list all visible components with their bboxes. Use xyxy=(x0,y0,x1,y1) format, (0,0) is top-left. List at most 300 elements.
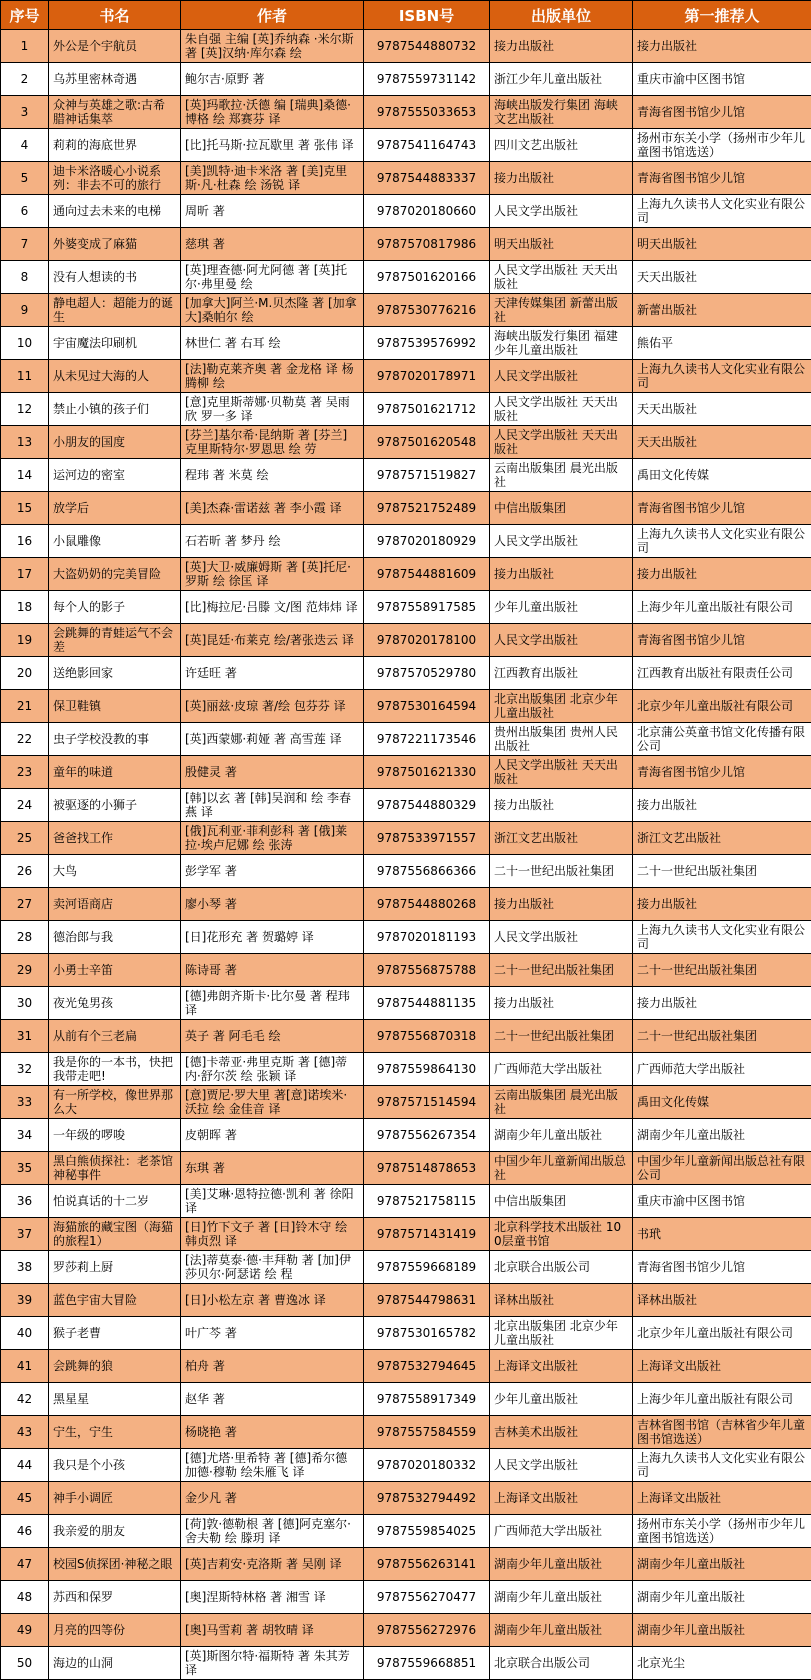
row-index-cell xyxy=(1,195,49,228)
book-title-cell xyxy=(49,360,181,393)
book-recommender-cell xyxy=(633,1383,811,1416)
book-author-cell xyxy=(181,393,364,426)
row-index: 28 xyxy=(1,930,48,944)
book-recommender-cell xyxy=(633,1548,811,1581)
book-isbn: 9787571514594 xyxy=(366,1095,487,1109)
book-isbn: 9787544881609 xyxy=(366,567,487,581)
book-publisher-cell xyxy=(490,30,633,63)
row-index-cell xyxy=(1,1284,49,1317)
book-recommender: 天天出版社 xyxy=(637,270,807,284)
book-recommender-cell xyxy=(633,1185,811,1218)
book-recommender: 重庆市渝中区图书馆 xyxy=(637,72,807,86)
book-isbn-cell xyxy=(364,1317,490,1350)
book-publisher: 湖南少年儿童出版社 xyxy=(494,1128,628,1142)
book-publisher-cell xyxy=(490,1284,633,1317)
book-isbn-cell xyxy=(364,1218,490,1251)
book-isbn-cell xyxy=(364,624,490,657)
book-recommender: 青海省图书馆少儿馆 xyxy=(637,633,807,647)
book-author: 英子 著 阿毛毛 绘 xyxy=(185,1029,359,1043)
book-title-cell xyxy=(49,261,181,294)
table-row xyxy=(1,1647,811,1680)
book-recommender: 天天出版社 xyxy=(637,402,807,416)
book-title: 海边的山洞 xyxy=(53,1656,176,1670)
book-isbn: 9787501620548 xyxy=(366,435,487,449)
book-publisher: 接力出版社 xyxy=(494,171,628,185)
row-index-cell xyxy=(1,360,49,393)
book-author: [英]吉莉安·克洛斯 著 吴刚 译 xyxy=(185,1557,359,1571)
book-recommender: 浙江文艺出版社 xyxy=(637,831,807,845)
table-row xyxy=(1,1119,811,1152)
book-recommender: 上海译文出版社 xyxy=(637,1491,807,1505)
book-author: [比]梅拉尼·吕滕 文/图 范炜炜 译 xyxy=(185,600,359,614)
book-recommender: 湖南少年儿童出版社 xyxy=(637,1623,807,1637)
book-title: 宇宙魔法印刷机 xyxy=(53,336,176,350)
book-recommender-cell xyxy=(633,558,811,591)
book-title-cell xyxy=(49,459,181,492)
book-recommender: 青海省图书馆少儿馆 xyxy=(637,171,807,185)
book-publisher-cell xyxy=(490,1086,633,1119)
book-author: [英]昆廷·布莱克 绘/著张迭云 译 xyxy=(185,633,359,647)
book-title: 外公是个宇航员 xyxy=(53,39,176,53)
row-index-cell xyxy=(1,1515,49,1548)
book-author: [日]花形充 著 贺璐婷 译 xyxy=(185,930,359,944)
book-isbn-cell xyxy=(364,591,490,624)
book-isbn: 9787559668189 xyxy=(366,1260,487,1274)
book-author-cell xyxy=(181,1119,364,1152)
row-index: 46 xyxy=(1,1524,48,1538)
book-publisher-cell xyxy=(490,1185,633,1218)
book-publisher-cell xyxy=(490,1548,633,1581)
table-row xyxy=(1,1614,811,1647)
book-publisher-cell xyxy=(490,954,633,987)
book-isbn-cell xyxy=(364,228,490,261)
book-title-cell xyxy=(49,789,181,822)
book-title-cell xyxy=(49,1581,181,1614)
book-title: 德治郎与我 xyxy=(53,930,176,944)
book-author: [英]大卫·威廉姆斯 著 [英]托尼·罗斯 绘 徐匡 译 xyxy=(185,560,359,588)
book-author-cell xyxy=(181,195,364,228)
book-author: [法]勒克莱齐奥 著 金龙格 译 杨腾柳 绘 xyxy=(185,362,359,390)
column-header-index: 序号 xyxy=(1,1,49,30)
book-isbn-cell xyxy=(364,690,490,723)
row-index-cell xyxy=(1,1251,49,1284)
book-recommender: 二十一世纪出版社集团 xyxy=(637,1029,807,1043)
book-isbn-cell xyxy=(364,1020,490,1053)
book-isbn: 9787539576992 xyxy=(366,336,487,350)
book-author-cell xyxy=(181,789,364,822)
book-isbn: 9787558917585 xyxy=(366,600,487,614)
book-recommender-cell xyxy=(633,1350,811,1383)
book-publisher: 浙江少年儿童出版社 xyxy=(494,72,628,86)
book-author-cell xyxy=(181,1350,364,1383)
book-publisher: 湖南少年儿童出版社 xyxy=(494,1557,628,1571)
book-publisher: 少年儿童出版社 xyxy=(494,600,628,614)
row-index: 32 xyxy=(1,1062,48,1076)
book-recommender-cell xyxy=(633,1515,811,1548)
book-publisher-cell xyxy=(490,921,633,954)
book-isbn-cell xyxy=(364,1185,490,1218)
row-index: 1 xyxy=(1,39,48,53)
book-author: [美]杰森·雷诺兹 著 李小霞 译 xyxy=(185,501,359,515)
book-isbn-cell xyxy=(364,855,490,888)
book-publisher-cell xyxy=(490,261,633,294)
book-author-cell xyxy=(181,756,364,789)
book-isbn-cell xyxy=(364,822,490,855)
book-author-cell xyxy=(181,987,364,1020)
book-recommender-cell xyxy=(633,360,811,393)
book-publisher: 广西师范大学出版社 xyxy=(494,1062,628,1076)
book-title: 通向过去未来的电梯 xyxy=(53,204,176,218)
book-publisher-cell xyxy=(490,888,633,921)
book-author: [德]卡蒂亚·弗里克斯 著 [德]蒂内·舒尔茨 绘 张颖 译 xyxy=(185,1055,359,1083)
book-publisher-cell xyxy=(490,96,633,129)
book-author: [意]贾尼·罗大里 著[意]诺埃米·沃拉 绘 金佳音 译 xyxy=(185,1088,359,1116)
book-recommender-cell xyxy=(633,228,811,261)
book-isbn-cell xyxy=(364,327,490,360)
book-isbn: 9787544881135 xyxy=(366,996,487,1010)
book-title-cell xyxy=(49,1647,181,1680)
book-recommender-cell xyxy=(633,657,811,690)
row-index-cell xyxy=(1,96,49,129)
row-index-cell xyxy=(1,1383,49,1416)
book-publisher-cell xyxy=(490,1449,633,1482)
book-isbn: 9787532794645 xyxy=(366,1359,487,1373)
book-publisher-cell xyxy=(490,789,633,822)
row-index-cell xyxy=(1,426,49,459)
book-title: 送绝影回家 xyxy=(53,666,176,680)
row-index-cell xyxy=(1,1416,49,1449)
table-row xyxy=(1,1482,811,1515)
book-publisher-cell xyxy=(490,1647,633,1680)
row-index: 41 xyxy=(1,1359,48,1373)
row-index: 49 xyxy=(1,1623,48,1637)
book-title-cell xyxy=(49,921,181,954)
book-title: 一年级的啰唆 xyxy=(53,1128,176,1142)
table-header xyxy=(1,1,811,30)
book-title-cell xyxy=(49,558,181,591)
book-isbn: 9787533971557 xyxy=(366,831,487,845)
book-author-cell xyxy=(181,294,364,327)
book-author-cell xyxy=(181,327,364,360)
book-author: [芬兰]基尔希·昆纳斯 著 [芬兰]克里斯特尔·罗恩思 绘 劳 xyxy=(185,428,359,456)
table-row xyxy=(1,30,811,63)
book-author-cell xyxy=(181,1614,364,1647)
book-isbn-cell xyxy=(364,1449,490,1482)
book-publisher-cell xyxy=(490,294,633,327)
book-publisher: 人民文学出版社 天天出版社 xyxy=(494,395,628,423)
row-index-cell xyxy=(1,888,49,921)
book-recommender-cell xyxy=(633,162,811,195)
book-title-cell xyxy=(49,690,181,723)
book-publisher: 湖南少年儿童出版社 xyxy=(494,1623,628,1637)
book-author-cell xyxy=(181,360,364,393)
book-recommender-cell xyxy=(633,96,811,129)
book-author-cell xyxy=(181,855,364,888)
table-row xyxy=(1,327,811,360)
book-recommender: 湖南少年儿童出版社 xyxy=(637,1557,807,1571)
book-publisher: 译林出版社 xyxy=(494,1293,628,1307)
book-recommender: 接力出版社 xyxy=(637,39,807,53)
book-recommender: 二十一世纪出版社集团 xyxy=(637,963,807,977)
book-isbn-cell xyxy=(364,96,490,129)
book-isbn-cell xyxy=(364,558,490,591)
row-index: 9 xyxy=(1,303,48,317)
book-title-cell xyxy=(49,1317,181,1350)
book-author-cell xyxy=(181,1053,364,1086)
book-recommender-cell xyxy=(633,30,811,63)
book-publisher: 贵州出版集团 贵州人民出版社 xyxy=(494,725,628,753)
book-publisher-cell xyxy=(490,1581,633,1614)
row-index-cell xyxy=(1,1185,49,1218)
book-recommender-cell xyxy=(633,1581,811,1614)
row-index: 35 xyxy=(1,1161,48,1175)
row-index: 34 xyxy=(1,1128,48,1142)
book-publisher: 海峡出版发行集团 福建少年儿童出版社 xyxy=(494,329,628,357)
book-publisher: 人民文学出版社 xyxy=(494,930,628,944)
book-title-cell xyxy=(49,525,181,558)
book-isbn-cell xyxy=(364,789,490,822)
book-recommender-cell xyxy=(633,393,811,426)
book-isbn-cell xyxy=(364,525,490,558)
book-recommender: 书玳 xyxy=(637,1227,807,1241)
book-title: 校园S侦探团·神秘之眼 xyxy=(53,1557,176,1571)
book-recommender: 湖南少年儿童出版社 xyxy=(637,1128,807,1142)
book-author: 鲍尔吉·原野 著 xyxy=(185,72,359,86)
book-title-cell xyxy=(49,492,181,525)
book-isbn: 9787570529780 xyxy=(366,666,487,680)
book-isbn: 9787556267354 xyxy=(366,1128,487,1142)
book-author: 许廷旺 著 xyxy=(185,666,359,680)
book-title: 从前有个三老扁 xyxy=(53,1029,176,1043)
book-author-cell xyxy=(181,1383,364,1416)
book-title-cell xyxy=(49,1416,181,1449)
book-publisher-cell xyxy=(490,624,633,657)
book-author: 叶广芩 著 xyxy=(185,1326,359,1340)
book-recommender: 接力出版社 xyxy=(637,897,807,911)
book-isbn-cell xyxy=(364,1515,490,1548)
book-publisher: 北京出版集团 北京少年儿童出版社 xyxy=(494,1319,628,1347)
book-publisher: 广西师范大学出版社 xyxy=(494,1524,628,1538)
book-publisher: 人民文学出版社 天天出版社 xyxy=(494,428,628,456)
book-publisher-cell xyxy=(490,492,633,525)
book-author: 陈诗哥 著 xyxy=(185,963,359,977)
book-isbn: 9787559731142 xyxy=(366,72,487,86)
row-index: 19 xyxy=(1,633,48,647)
table-row xyxy=(1,1053,811,1086)
book-recommender-cell xyxy=(633,1119,811,1152)
book-isbn: 9787532794492 xyxy=(366,1491,487,1505)
book-title-cell xyxy=(49,1449,181,1482)
row-index: 47 xyxy=(1,1557,48,1571)
book-title: 神手小调匠 xyxy=(53,1491,176,1505)
row-index: 18 xyxy=(1,600,48,614)
book-publisher: 人民文学出版社 天天出版社 xyxy=(494,758,628,786)
book-recommender: 湖南少年儿童出版社 xyxy=(637,1590,807,1604)
header-row xyxy=(1,1,811,30)
book-title: 迪卡米洛暖心小说系列：非去不可的旅行 xyxy=(53,164,176,192)
book-title: 黑白熊侦探社：老茶馆神秘事件 xyxy=(53,1154,176,1182)
book-recommender-cell xyxy=(633,327,811,360)
row-index-cell xyxy=(1,822,49,855)
book-title: 从未见过大海的人 xyxy=(53,369,176,383)
book-title-cell xyxy=(49,987,181,1020)
table-row xyxy=(1,1284,811,1317)
book-title: 我是你的一本书，快把我带走吧! xyxy=(53,1055,176,1083)
book-publisher: 接力出版社 xyxy=(494,39,628,53)
book-author: [美]凯特·迪卡米洛 著 [美]克里斯·凡·杜森 绘 汤锐 译 xyxy=(185,164,359,192)
book-recommender-cell xyxy=(633,1020,811,1053)
book-recommender: 重庆市渝中区图书馆 xyxy=(637,1194,807,1208)
book-author: 廖小琴 著 xyxy=(185,897,359,911)
book-recommender: 青海省图书馆少儿馆 xyxy=(637,105,807,119)
table-row xyxy=(1,855,811,888)
table-row xyxy=(1,1218,811,1251)
book-title-cell xyxy=(49,162,181,195)
book-title-cell xyxy=(49,1515,181,1548)
book-recommender: 天天出版社 xyxy=(637,435,807,449)
column-header-isbn: ISBN号 xyxy=(364,1,490,30)
book-author: [英]玛歌拉·沃德 编 [瑞典]桑德·博格 绘 郑赛芬 译 xyxy=(185,98,359,126)
book-recommender-cell xyxy=(633,1053,811,1086)
book-publisher: 四川文艺出版社 xyxy=(494,138,628,152)
book-recommender-cell xyxy=(633,1647,811,1680)
book-isbn-cell xyxy=(364,294,490,327)
book-author-cell xyxy=(181,1218,364,1251)
row-index: 16 xyxy=(1,534,48,548)
table-row xyxy=(1,756,811,789)
book-title: 没有人想读的书 xyxy=(53,270,176,284)
book-recommender: 北京光尘 xyxy=(637,1656,807,1670)
book-isbn-cell xyxy=(364,426,490,459)
book-author: [英]斯图尔特·福斯特 著 朱其芳 译 xyxy=(185,1649,359,1677)
book-publisher-cell xyxy=(490,756,633,789)
row-index-cell xyxy=(1,954,49,987)
book-title: 莉莉的海底世界 xyxy=(53,138,176,152)
book-title: 小朋友的国度 xyxy=(53,435,176,449)
book-publisher-cell xyxy=(490,822,633,855)
book-isbn: 9787020178971 xyxy=(366,369,487,383)
book-recommender-cell xyxy=(633,756,811,789)
book-title: 大鸟 xyxy=(53,864,176,878)
book-recommender: 二十一世纪出版社集团 xyxy=(637,864,807,878)
book-author-cell xyxy=(181,1251,364,1284)
book-publisher-cell xyxy=(490,855,633,888)
row-index-cell xyxy=(1,1581,49,1614)
book-title: 蓝色宇宙大冒险 xyxy=(53,1293,176,1307)
book-recommender: 上海九久读书人文化实业有限公司 xyxy=(637,197,807,225)
book-publisher: 二十一世纪出版社集团 xyxy=(494,963,628,977)
book-author-cell xyxy=(181,1416,364,1449)
row-index: 21 xyxy=(1,699,48,713)
book-author: [法]蒂莫泰·德·丰拜勒 著 [加]伊莎贝尔·阿瑟诺 绘 程 xyxy=(185,1253,359,1281)
book-title-cell xyxy=(49,888,181,921)
table-row xyxy=(1,459,811,492)
book-publisher-cell xyxy=(490,360,633,393)
book-isbn: 9787556270477 xyxy=(366,1590,487,1604)
book-title: 童年的味道 xyxy=(53,765,176,779)
book-recommender: 吉林省图书馆（吉林省少年儿童图书馆选送） xyxy=(637,1418,807,1446)
book-recommender-cell xyxy=(633,195,811,228)
book-publisher: 上海译文出版社 xyxy=(494,1359,628,1373)
book-title-cell xyxy=(49,822,181,855)
book-recommender: 新蕾出版社 xyxy=(637,303,807,317)
book-publisher: 人民文学出版社 xyxy=(494,534,628,548)
row-index-cell xyxy=(1,987,49,1020)
book-isbn-cell xyxy=(364,1614,490,1647)
book-title: 海猫旅的藏宝图（海猫的旅程1） xyxy=(53,1220,176,1248)
row-index: 26 xyxy=(1,864,48,878)
row-index: 48 xyxy=(1,1590,48,1604)
book-title: 苏西和保罗 xyxy=(53,1590,176,1604)
book-publisher-cell xyxy=(490,459,633,492)
row-index-cell xyxy=(1,261,49,294)
book-title: 会跳舞的狼 xyxy=(53,1359,176,1373)
book-author-cell xyxy=(181,1449,364,1482)
book-author-cell xyxy=(181,1647,364,1680)
book-title: 猴子老曹 xyxy=(53,1326,176,1340)
book-author-cell xyxy=(181,591,364,624)
book-author-cell xyxy=(181,888,364,921)
row-index-cell xyxy=(1,327,49,360)
table-row xyxy=(1,360,811,393)
book-isbn: 9787556263141 xyxy=(366,1557,487,1571)
book-recommender: 上海少年儿童出版社有限公司 xyxy=(637,1392,807,1406)
book-recommender-cell xyxy=(633,987,811,1020)
book-title: 宁生，宁生 xyxy=(53,1425,176,1439)
book-publisher-cell xyxy=(490,690,633,723)
book-title-cell xyxy=(49,1020,181,1053)
book-author-cell xyxy=(181,921,364,954)
book-author-cell xyxy=(181,1185,364,1218)
table-row xyxy=(1,294,811,327)
book-isbn-cell xyxy=(364,162,490,195)
book-author: [英]西蒙娜·莉娅 著 高雪莲 译 xyxy=(185,732,359,746)
book-title-cell xyxy=(49,756,181,789)
book-author-cell xyxy=(181,657,364,690)
book-isbn: 9787544880268 xyxy=(366,897,487,911)
book-author-cell xyxy=(181,723,364,756)
book-isbn: 9787530165782 xyxy=(366,1326,487,1340)
book-recommender: 北京蒲公英童书馆文化传播有限公司 xyxy=(637,725,807,753)
book-author-cell xyxy=(181,525,364,558)
book-recommender-cell xyxy=(633,1086,811,1119)
book-author: [俄]瓦利亚·菲利彭科 著 [俄]莱拉·埃卢尼娜 绘 张涛 xyxy=(185,824,359,852)
book-publisher: 人民文学出版社 xyxy=(494,1458,628,1472)
book-title: 黑星星 xyxy=(53,1392,176,1406)
book-author: 林世仁 著 右耳 绘 xyxy=(185,336,359,350)
book-publisher: 接力出版社 xyxy=(494,996,628,1010)
row-index-cell xyxy=(1,1119,49,1152)
book-author-cell xyxy=(181,30,364,63)
book-author: [德]弗朗齐斯卡·比尔曼 著 程玮 译 xyxy=(185,989,359,1017)
row-index: 10 xyxy=(1,336,48,350)
book-title-cell xyxy=(49,1086,181,1119)
row-index: 43 xyxy=(1,1425,48,1439)
row-index-cell xyxy=(1,723,49,756)
book-isbn-cell xyxy=(364,1647,490,1680)
book-publisher-cell xyxy=(490,1416,633,1449)
book-publisher-cell xyxy=(490,591,633,624)
book-publisher-cell xyxy=(490,228,633,261)
table-row xyxy=(1,1548,811,1581)
book-publisher: 人民文学出版社 xyxy=(494,369,628,383)
book-author-cell xyxy=(181,1515,364,1548)
book-isbn: 9787558917349 xyxy=(366,1392,487,1406)
book-isbn: 9787020180929 xyxy=(366,534,487,548)
row-index-cell xyxy=(1,1548,49,1581)
book-title-cell xyxy=(49,426,181,459)
book-author: 皮朝晖 著 xyxy=(185,1128,359,1142)
